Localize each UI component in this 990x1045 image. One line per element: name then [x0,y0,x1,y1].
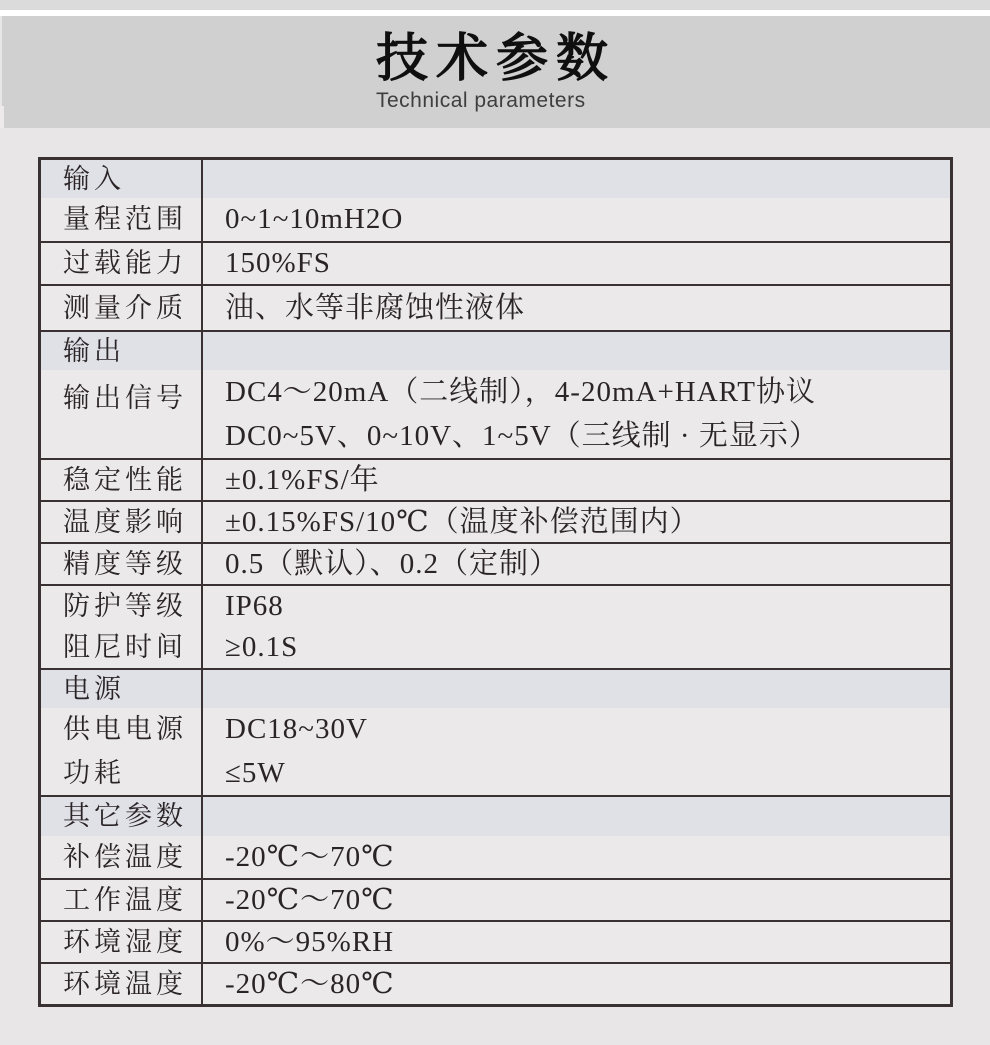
param-value: DC4～20mA（二线制），4-20mA+HART协议 [225,375,816,408]
title-banner [2,16,990,128]
param-label: 过载能力 [63,248,187,278]
table-row-section-power [41,668,950,708]
title-block [376,16,616,113]
param-label: 阻尼时间 [63,632,187,662]
section-label: 电源 [63,673,125,704]
table-row [41,500,950,542]
param-value: DC0~5V、0~10V、1~5V（三线制 · 无显示） [225,419,819,452]
table-row [41,708,950,795]
param-value: 150%FS [225,247,331,279]
param-label: 温度影响 [63,506,187,537]
param-value: 0~1~10mH2O [225,203,404,235]
param-value: ≤5W [225,756,286,789]
param-label: 量程范围 [63,204,187,234]
table-row [41,584,950,668]
param-label: 供电电源 [63,714,187,745]
section-label: 输入 [63,163,125,194]
param-label: 功耗 [63,757,125,788]
param-label: 精度等级 [63,548,187,579]
param-label: 环境湿度 [63,926,187,957]
param-value: IP68 [225,590,284,622]
param-label: 补偿温度 [63,841,187,872]
param-value: ±0.1%FS/年 [225,463,380,496]
table-row [41,284,950,330]
param-value: ≥0.1S [225,631,299,663]
param-label: 防护等级 [63,591,187,621]
table-row [41,962,950,1004]
table-row [41,370,950,458]
left-edge-notch [0,106,4,128]
table-row [41,241,950,284]
param-label: 输出信号 [63,383,187,414]
param-value: -20℃～70℃ [225,840,395,873]
page-title: 技术参数 [375,30,616,88]
param-value: ±0.15%FS/10℃（温度补偿范围内） [225,505,700,538]
technical-parameters-table [38,157,953,1007]
table-row [41,458,950,500]
param-value: 0%～95%RH [225,925,395,958]
param-label: 环境温度 [63,968,187,999]
param-label: 工作温度 [63,884,187,915]
table-row-section-input [41,160,950,198]
param-value: DC18~30V [225,713,368,746]
table-row [41,878,950,920]
table-row [41,836,950,878]
table-row [41,542,950,584]
param-label: 稳定性能 [63,464,187,495]
param-value: 油、水等非腐蚀性液体 [225,291,526,324]
param-value: -20℃～70℃ [225,883,395,916]
table-row [41,198,950,241]
param-value: 0.5（默认）、0.2（定制） [225,547,560,580]
section-label: 其它参数 [63,801,187,831]
param-value: -20℃～80℃ [225,967,395,1000]
param-label: 测量介质 [63,292,187,323]
top-gray-strip [0,0,990,10]
page-subtitle: Technical parameters [375,88,586,112]
table-row-section-other [41,795,950,836]
table-row-section-output [41,330,950,370]
section-label: 输出 [63,335,125,366]
table-row [41,920,950,962]
